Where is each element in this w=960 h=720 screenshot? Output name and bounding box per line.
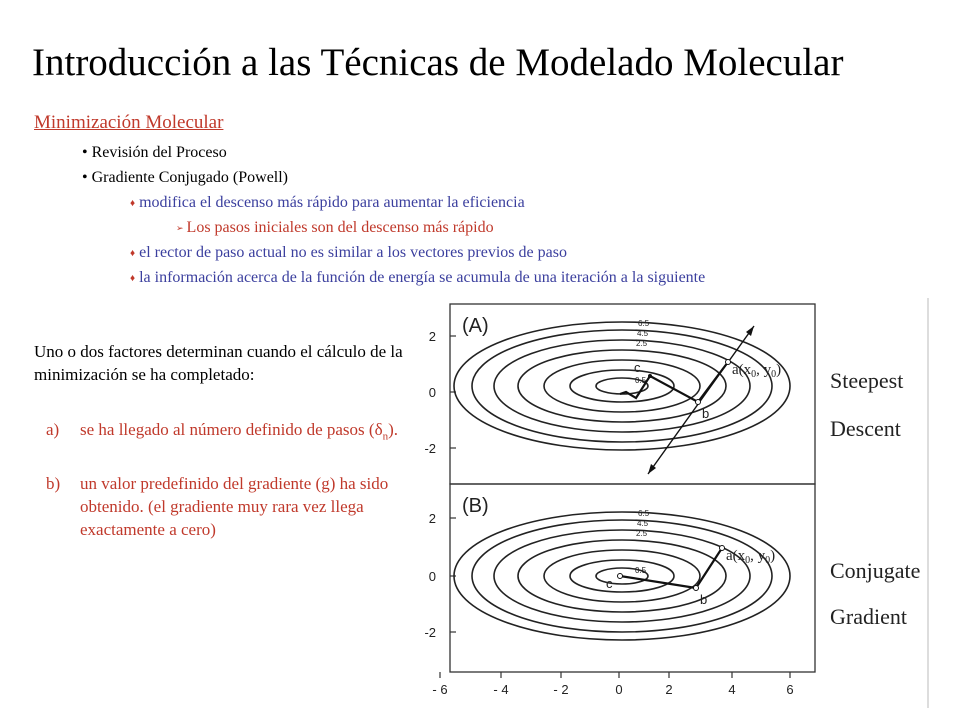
point-label-b: b bbox=[700, 592, 708, 607]
y-tick-label: 0 bbox=[428, 385, 436, 400]
minimization-figure bbox=[410, 298, 935, 708]
method-label: Descent bbox=[830, 416, 901, 441]
diamond-bullet-icon: ♦ bbox=[130, 273, 136, 284]
sub-bullet-item bbox=[130, 193, 525, 214]
contour-value-label: 0.5 bbox=[635, 566, 647, 575]
x-tick-label: - 4 bbox=[493, 682, 509, 697]
section-heading: Minimización Molecular bbox=[34, 112, 224, 133]
point-c bbox=[648, 374, 652, 378]
sub-sub-bullet-text: Los pasos iniciales son del descenso más rápido bbox=[186, 219, 494, 236]
bullet-dot: • bbox=[82, 144, 88, 161]
bullet-item bbox=[82, 168, 288, 188]
x-tick-label: 6 bbox=[786, 682, 794, 697]
y-tick-label: 2 bbox=[428, 329, 436, 344]
delta-symbol: δ bbox=[374, 420, 383, 439]
y-tick-label: -2 bbox=[424, 625, 436, 640]
point-label-c: c bbox=[634, 360, 641, 375]
sub-bullet-item bbox=[130, 268, 705, 289]
criterion-text: un valor predefinido del gradiente (g) ha sido obtenido. (el gradiente muy rara vez llega exactamente a cero) bbox=[80, 474, 389, 539]
point-label-c: c bbox=[606, 576, 613, 591]
x-tick-label: 4 bbox=[728, 682, 736, 697]
method-label: Gradient bbox=[830, 604, 907, 629]
page-title: Introducción a las Técnicas de Modelado Molecular bbox=[32, 41, 844, 84]
sub-bullet-item bbox=[130, 243, 567, 264]
diamond-bullet-icon: ♦ bbox=[130, 248, 136, 259]
contour-value-label: 4.5 bbox=[637, 519, 649, 528]
contour-value-label: 6.5 bbox=[638, 319, 650, 328]
contour-line bbox=[454, 322, 790, 450]
intro-paragraph: Uno o dos factores determinan cuando el cálculo de la minimización se ha completado: bbox=[34, 342, 403, 384]
sub-sub-bullet-item bbox=[176, 218, 494, 238]
contour-value-label: 4.5 bbox=[637, 329, 649, 338]
criterion-label: b) bbox=[46, 474, 61, 493]
x-tick-label: - 6 bbox=[432, 682, 448, 697]
y-tick-label: 0 bbox=[428, 569, 436, 584]
bullet-item bbox=[82, 143, 227, 163]
bullet-text: Revisión del Proceso bbox=[91, 144, 227, 161]
point-b bbox=[696, 400, 701, 405]
x-tick-label: 2 bbox=[665, 682, 673, 697]
x-tick-label: 0 bbox=[615, 682, 623, 697]
contour-value-label: 6.5 bbox=[638, 509, 650, 518]
contour-line bbox=[472, 330, 772, 442]
method-label: Steepest bbox=[830, 368, 904, 393]
diamond-bullet-icon: ♦ bbox=[130, 198, 136, 209]
point-label-a: $a(x_0$, $y_0$) bbox=[726, 548, 776, 566]
sub-bullet-text: modifica el descenso más rápido para aumentar la eficiencia bbox=[139, 194, 525, 211]
criterion-label: a) bbox=[46, 420, 60, 439]
contour-line bbox=[570, 370, 674, 402]
y-tick-label: 2 bbox=[428, 511, 436, 526]
criterion-text: se ha llegado al número definido de pasos $(\delta_n)$. bbox=[80, 420, 399, 443]
contour-value-label: 2.5 bbox=[636, 339, 648, 348]
start-point bbox=[726, 360, 731, 365]
arrow-bullet-icon: ➢ bbox=[176, 223, 184, 233]
gradient-direction-line bbox=[648, 326, 754, 474]
contour-line bbox=[544, 360, 700, 412]
sub-bullet-text: la información acerca de la función de energía se acumula de una iteración a la siguiente bbox=[139, 269, 706, 286]
y-tick-label: -2 bbox=[424, 441, 436, 456]
point-label-b: b bbox=[702, 406, 710, 421]
point-c bbox=[618, 574, 623, 579]
bullet-dot: • bbox=[82, 169, 88, 186]
bullet-text: Gradiente Conjugado (Powell) bbox=[91, 169, 289, 186]
contour-value-label: 0.5 bbox=[635, 376, 647, 385]
point-label-a: $a(x_0$, $y_0$) bbox=[732, 362, 782, 380]
method-label: Conjugate bbox=[830, 558, 921, 583]
start-point bbox=[720, 546, 725, 551]
subscript-n: n bbox=[382, 430, 389, 443]
point-b bbox=[694, 586, 699, 591]
contour-value-label: 2.5 bbox=[636, 529, 648, 538]
sub-bullet-text: el rector de paso actual no es similar a los vectores previos de paso bbox=[139, 244, 567, 261]
x-tick-label: - 2 bbox=[553, 682, 569, 697]
panel-tag: (B) bbox=[462, 495, 489, 517]
panel-tag: (A) bbox=[462, 315, 489, 337]
